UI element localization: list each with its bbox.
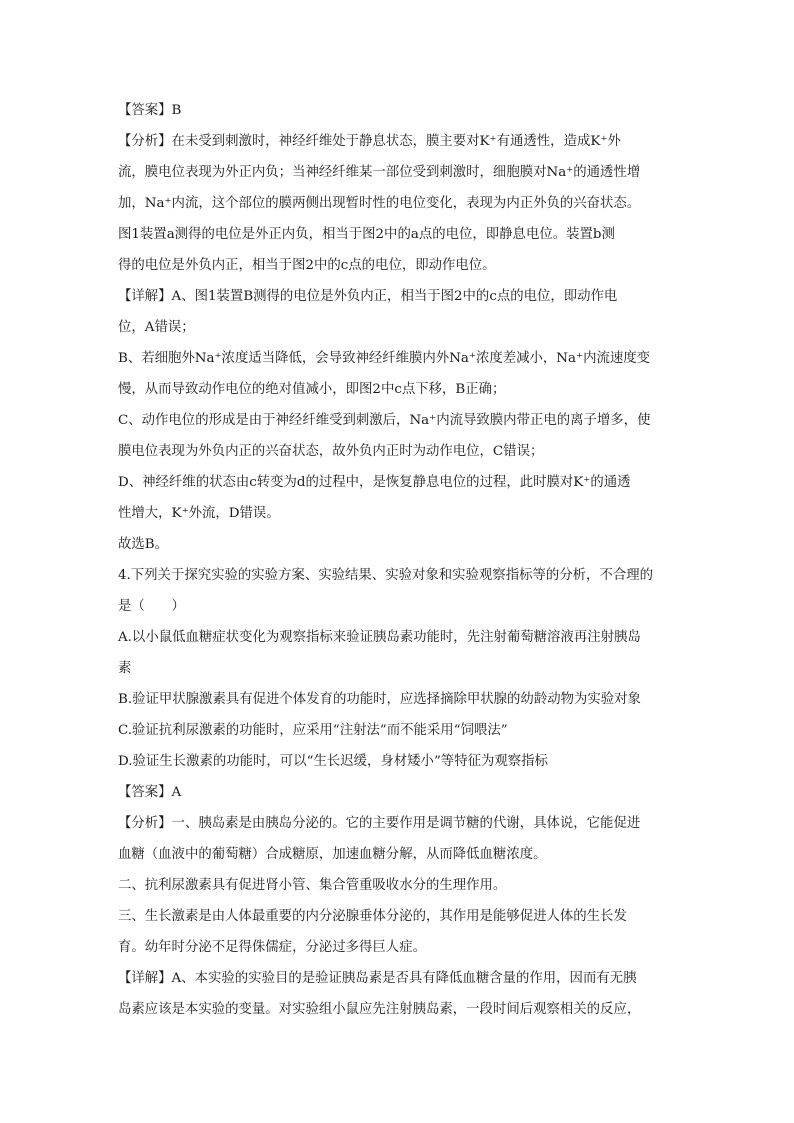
explanation-line: 岛素应该是本实验的变量。对实验组小鼠应先注射胰岛素，一段时间后观察相关的反应， (118, 1002, 641, 1017)
document-page (118, 95, 678, 1025)
option-a: A.以小鼠低血糖症状变化为观察指标来验证胰岛素功能时，先注射葡萄糖溶液再注射胰岛 (118, 630, 641, 645)
explanation-line: 性增大，K⁺外流，D错误。 (118, 506, 280, 521)
option-b: B.验证甲状腺激素具有促进个体发育的功能时，应选择摘除甲状腺的幼龄动物为实验对象 (118, 692, 641, 707)
analysis-line: 血糖（血液中的葡萄糖）合成糖原，加速血糖分解，从而降低血糖浓度。 (118, 847, 547, 862)
explanation-line: B、若细胞外Na⁺浓度适当降低，会导致神经纤维膜内外Na⁺浓度差减小，Na⁺内流速度变 (118, 351, 651, 366)
analysis-line: 流，膜电位表现为外正内负；当神经纤维某一部位受到刺激时，细胞膜对Na⁺的通透性增 (118, 165, 641, 180)
analysis-line: 图1装置a测得的电位是外正内负，相当于图2中的a点的电位，即静息电位。装置b测 (118, 227, 615, 242)
explanation-line: 【详解】A、本实验的实验目的是验证胰岛素是否具有降低血糖含量的作用，因而有无胰 (118, 971, 637, 986)
explanation-line: C、动作电位的形成是由于神经纤维受到刺激后，Na⁺内流导致膜内带正电的离子增多，使 (118, 413, 651, 428)
explanation-line: 【详解】A、图1装置B测得的电位是外负内正，相当于图2中的c点的电位，即动作电 (118, 289, 618, 304)
analysis-line: 二、抗利尿激素具有促进肾小管、集合管重吸收水分的生理作用。 (118, 878, 507, 893)
analysis-line: 【分析】一、胰岛素是由胰岛分泌的。它的主要作用是调节糖的代谢，具体说，它能促进 (118, 816, 641, 831)
conclusion-line: 故选B。 (118, 537, 169, 552)
answer-label-q4: 【答案】A (118, 785, 182, 800)
analysis-line: 得的电位是外负内正，相当于图2中的c点的电位，即动作电位。 (118, 258, 496, 273)
explanation-line: 膜电位表现为外负内正的兴奋状态，故外负内正时为动作电位，C错误； (118, 444, 544, 459)
analysis-line: 三、生长激素是由人体最重要的内分泌腺垂体分泌的，其作用是能够促进人体的生长发 (118, 909, 627, 924)
option-c: C.验证抗利尿激素的功能时，应采用“注射法”而不能采用“饲喂法” (118, 723, 508, 738)
option-d: D.验证生长激素的功能时，可以“生长迟缓，身材矮小”等特征为观察指标 (118, 754, 548, 769)
question-4-stem: 是（ ） (118, 599, 185, 614)
explanation-line: 慢，从而导致动作电位的绝对值减小，即图2中c点下移，B正确； (118, 382, 506, 397)
analysis-line: 【分析】在未受到刺激时，神经纤维处于静息状态，膜主要对K⁺有通透性，造成K⁺外 (118, 134, 621, 149)
explanation-line: D、神经纤维的状态由c转变为d的过程中，是恢复静息电位的过程，此时膜对K⁺的通透 (118, 475, 631, 490)
analysis-line: 加，Na⁺内流，这个部位的膜两侧出现暂时性的电位变化，表现为内正外负的兴奋状态。 (118, 196, 641, 211)
answer-label-q3: 【答案】B (118, 103, 182, 118)
analysis-line: 育。幼年时分泌不足得侏儒症，分泌过多得巨人症。 (118, 940, 426, 955)
option-a: 素 (118, 661, 132, 676)
explanation-line: 位，A错误； (118, 320, 195, 335)
question-4-stem: 4.下列关于探究实验的实验方案、实验结果、实验对象和实验观察指标等的分析，不合理的 (118, 568, 654, 583)
